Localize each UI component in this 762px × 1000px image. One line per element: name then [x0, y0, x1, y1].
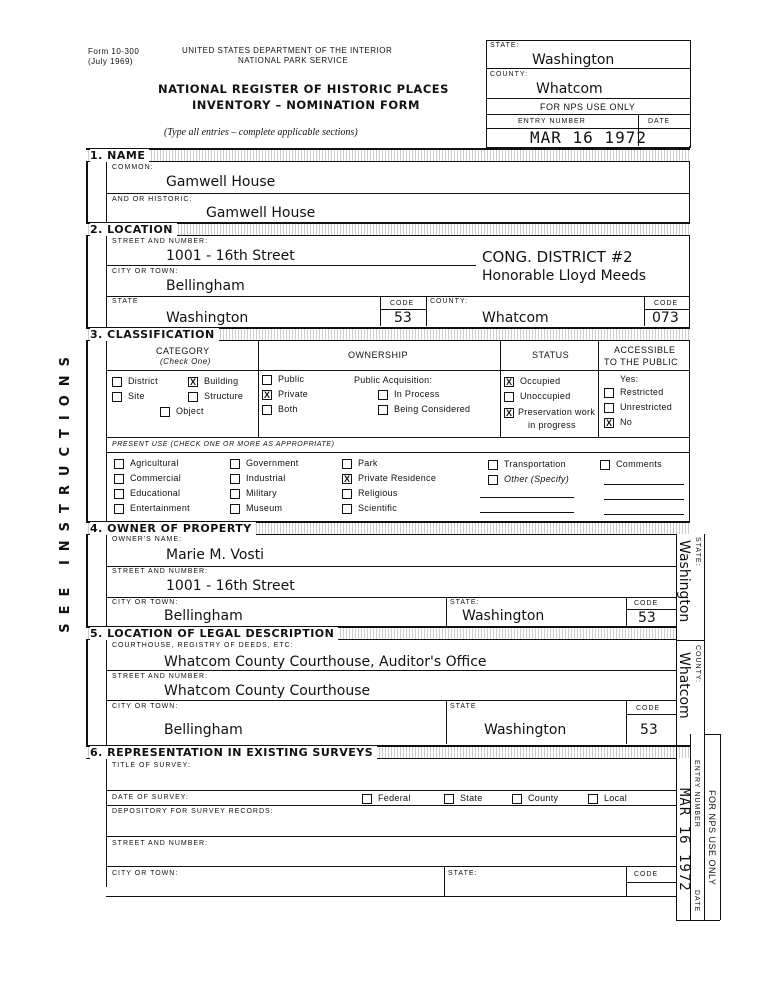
owner-name-label: OWNER'S NAME:: [112, 536, 182, 543]
checkbox-public[interactable]: [262, 375, 272, 385]
survey-city-label: CITY OR TOWN:: [112, 870, 179, 877]
label-private: Private: [278, 389, 309, 399]
checkbox-government[interactable]: [230, 459, 240, 469]
margin-date-label: DATE: [693, 890, 700, 913]
label-agricultural: Agricultural: [130, 458, 179, 468]
location-city-label: CITY OR TOWN:: [112, 268, 179, 275]
checkbox-in-process[interactable]: [378, 390, 388, 400]
label-building: Building: [204, 376, 239, 386]
label-transportation: Transportation: [504, 459, 566, 469]
location-state-code: 53: [394, 310, 412, 326]
checkbox-county[interactable]: [512, 794, 522, 804]
checkbox-structure[interactable]: [188, 392, 198, 402]
top-date-label: DATE: [648, 118, 671, 125]
label-museum: Museum: [246, 503, 283, 513]
accessible-header-1: ACCESSIBLE: [614, 345, 676, 355]
label-commercial: Commercial: [130, 473, 182, 483]
location-county-code-label: CODE: [654, 300, 679, 307]
checkbox-private[interactable]: X: [263, 390, 270, 400]
congressional-district: CONG. DISTRICT #2: [482, 248, 633, 266]
legal-state-value: Washington: [484, 722, 567, 738]
owner-code-label: CODE: [634, 600, 659, 607]
owner-street-value: 1001 - 16th Street: [166, 578, 295, 594]
label-scientific: Scientific: [358, 503, 398, 513]
checkbox-occupied[interactable]: X: [505, 377, 512, 387]
section-3-title: 3. CLASSIFICATION: [90, 328, 219, 341]
label-government: Government: [246, 458, 299, 468]
label-in-progress: in progress: [528, 420, 576, 430]
checkbox-museum[interactable]: [230, 504, 240, 514]
checkbox-state[interactable]: [444, 794, 454, 804]
legal-city-label: CITY OR TOWN:: [112, 703, 179, 710]
owner-street-label: STREET AND NUMBER:: [112, 568, 209, 575]
label-federal: Federal: [378, 793, 411, 803]
location-street-label: STREET AND NUMBER:: [112, 238, 209, 245]
margin-nps-label: FOR NPS USE ONLY: [707, 790, 717, 886]
courthouse-label: COURTHOUSE, REGISTRY OF DEEDS, ETC:: [112, 642, 294, 649]
checkbox-transportation[interactable]: [488, 460, 498, 470]
section-6-title: 6. REPRESENTATION IN EXISTING SURVEYS: [90, 746, 377, 759]
checkbox-unrestricted[interactable]: [604, 403, 614, 413]
margin-entry-label: ENTRY NUMBER: [693, 760, 700, 828]
owner-state-label: STATE:: [450, 599, 480, 606]
representative-name: Honorable Lloyd Meeds: [482, 268, 647, 284]
label-public-acquisition: Public Acquisition:: [354, 375, 433, 385]
label-educational: Educational: [130, 488, 181, 498]
location-street-value: 1001 - 16th Street: [166, 248, 295, 264]
top-county-value: Whatcom: [536, 81, 603, 97]
top-state-label: STATE:: [490, 42, 520, 49]
checkbox-entertainment[interactable]: [114, 504, 124, 514]
checkbox-building[interactable]: X: [189, 377, 196, 387]
form-title-line1: NATIONAL REGISTER OF HISTORIC PLACES: [158, 82, 449, 96]
checkbox-object[interactable]: [160, 407, 170, 417]
label-district: District: [128, 376, 158, 386]
label-religious: Religious: [358, 488, 398, 498]
label-industrial: Industrial: [246, 473, 286, 483]
label-site: Site: [128, 391, 145, 401]
label-occupied: Occupied: [520, 376, 561, 386]
ownership-header: OWNERSHIP: [348, 350, 409, 360]
label-public: Public: [278, 374, 305, 384]
category-subheader: (Check One): [160, 357, 211, 366]
margin-state-value: Washington: [676, 540, 692, 623]
location-city-value: Bellingham: [166, 278, 245, 294]
checkbox-restricted[interactable]: [604, 388, 614, 398]
label-unoccupied: Unoccupied: [520, 391, 571, 401]
label-military: Military: [246, 488, 277, 498]
depository-label: DEPOSITORY FOR SURVEY RECORDS:: [112, 808, 274, 815]
top-county-label: COUNTY:: [490, 71, 529, 78]
historic-label: AND OR HISTORIC:: [112, 196, 193, 203]
legal-code-value: 53: [640, 722, 658, 738]
label-entertainment: Entertainment: [130, 503, 190, 513]
checkbox-private-residence[interactable]: X: [343, 474, 350, 484]
location-state-value: Washington: [166, 310, 249, 326]
form-title-line2: INVENTORY – NOMINATION FORM: [192, 98, 420, 112]
legal-code-label: CODE: [636, 705, 661, 712]
checkbox-industrial[interactable]: [230, 474, 240, 484]
legal-state-label: STATE: [450, 703, 477, 710]
section-2-title: 2. LOCATION: [90, 223, 177, 236]
margin-state-label: STATE:: [694, 537, 701, 567]
label-state: State: [460, 793, 483, 803]
survey-street-label: STREET AND NUMBER:: [112, 840, 209, 847]
survey-state-label: STATE:: [448, 870, 478, 877]
section-4-title: 4. OWNER OF PROPERTY: [90, 522, 256, 535]
department-name: UNITED STATES DEPARTMENT OF THE INTERIOR: [182, 46, 393, 55]
category-header: CATEGORY: [156, 346, 210, 356]
checkbox-both[interactable]: [262, 405, 272, 415]
checkbox-unoccupied[interactable]: [504, 392, 514, 402]
checkbox-accessible-no[interactable]: X: [605, 418, 612, 428]
survey-title-label: TITLE OF SURVEY:: [112, 762, 191, 769]
checkbox-federal[interactable]: [362, 794, 372, 804]
margin-county-value: Whatcom: [676, 652, 692, 719]
label-restricted: Restricted: [620, 387, 664, 397]
top-entry-label: ENTRY NUMBER: [518, 118, 586, 125]
label-comments: Comments: [616, 459, 662, 469]
label-accessible-yes: Yes:: [620, 374, 639, 384]
label-preservation-work: Preservation work: [518, 407, 596, 417]
common-label: COMMON:: [112, 164, 154, 171]
location-county-value: Whatcom: [482, 310, 549, 326]
label-park: Park: [358, 458, 378, 468]
present-use-label: PRESENT USE (CHECK ONE OR MORE AS APPROPRIATE): [112, 441, 335, 448]
section-5-title: 5. LOCATION OF LEGAL DESCRIPTION: [90, 627, 338, 640]
checkbox-agricultural[interactable]: [114, 459, 124, 469]
label-accessible-no: No: [620, 417, 633, 427]
label-structure: Structure: [204, 391, 244, 401]
checkbox-park[interactable]: [342, 459, 352, 469]
owner-city-value: Bellingham: [164, 608, 243, 624]
owner-name-value: Marie M. Vosti: [166, 547, 265, 563]
label-unrestricted: Unrestricted: [620, 402, 673, 412]
legal-city-value: Bellingham: [164, 722, 243, 738]
checkbox-site[interactable]: [112, 392, 122, 402]
label-in-process: In Process: [394, 389, 440, 399]
form-number: Form 10-300: [88, 47, 140, 56]
service-name: NATIONAL PARK SERVICE: [238, 56, 349, 65]
margin-county-label: COUNTY:: [694, 645, 701, 684]
label-object: Object: [176, 406, 204, 416]
checkbox-other[interactable]: [488, 475, 498, 485]
section-1-title: 1. NAME: [90, 149, 149, 162]
label-other: Other (Specify): [504, 474, 570, 484]
accessible-header-2: TO THE PUBLIC: [604, 357, 679, 367]
legal-street-value: Whatcom County Courthouse: [164, 683, 371, 699]
checkbox-scientific[interactable]: [342, 504, 352, 514]
label-county: County: [528, 793, 559, 803]
top-state-value: Washington: [532, 52, 615, 68]
see-instructions-side-text: SEE INSTRUCTIONS: [58, 348, 73, 633]
status-header: STATUS: [532, 350, 570, 360]
form-date: (July 1969): [88, 57, 134, 66]
label-local: Local: [604, 793, 628, 803]
form-instruction: (Type all entries – complete applicable sections): [164, 127, 358, 138]
checkbox-religious[interactable]: [342, 489, 352, 499]
legal-street-label: STREET AND NUMBER:: [112, 673, 209, 680]
courthouse-value: Whatcom County Courthouse, Auditor's Office: [164, 654, 487, 670]
margin-entry-stamp: MAR 16 1972: [676, 788, 692, 892]
checkbox-district[interactable]: [112, 377, 122, 387]
label-private-residence: Private Residence: [358, 473, 437, 483]
owner-state-value: Washington: [462, 608, 545, 624]
checkbox-local[interactable]: [588, 794, 598, 804]
owner-city-label: CITY OR TOWN:: [112, 599, 179, 606]
top-nps-label: FOR NPS USE ONLY: [540, 102, 636, 112]
checkbox-military[interactable]: [230, 489, 240, 499]
checkbox-comments[interactable]: [600, 460, 610, 470]
historic-name-value: Gamwell House: [206, 205, 316, 221]
checkbox-educational[interactable]: [114, 489, 124, 499]
checkbox-being-considered[interactable]: [378, 405, 388, 415]
location-county-label: COUNTY:: [430, 298, 469, 305]
location-state-label: STATE: [112, 298, 139, 305]
entry-date-stamp: MAR 16 1972: [530, 128, 647, 147]
survey-code-label: CODE: [634, 871, 659, 878]
checkbox-preservation-work[interactable]: X: [505, 408, 512, 418]
common-name-value: Gamwell House: [166, 174, 276, 190]
location-county-code: 073: [652, 310, 679, 326]
location-state-code-label: CODE: [390, 300, 415, 307]
label-being-considered: Being Considered: [394, 404, 471, 414]
owner-code-value: 53: [638, 610, 656, 626]
survey-date-label: DATE OF SURVEY:: [112, 794, 189, 801]
label-both: Both: [278, 404, 298, 414]
checkbox-commercial[interactable]: [114, 474, 124, 484]
